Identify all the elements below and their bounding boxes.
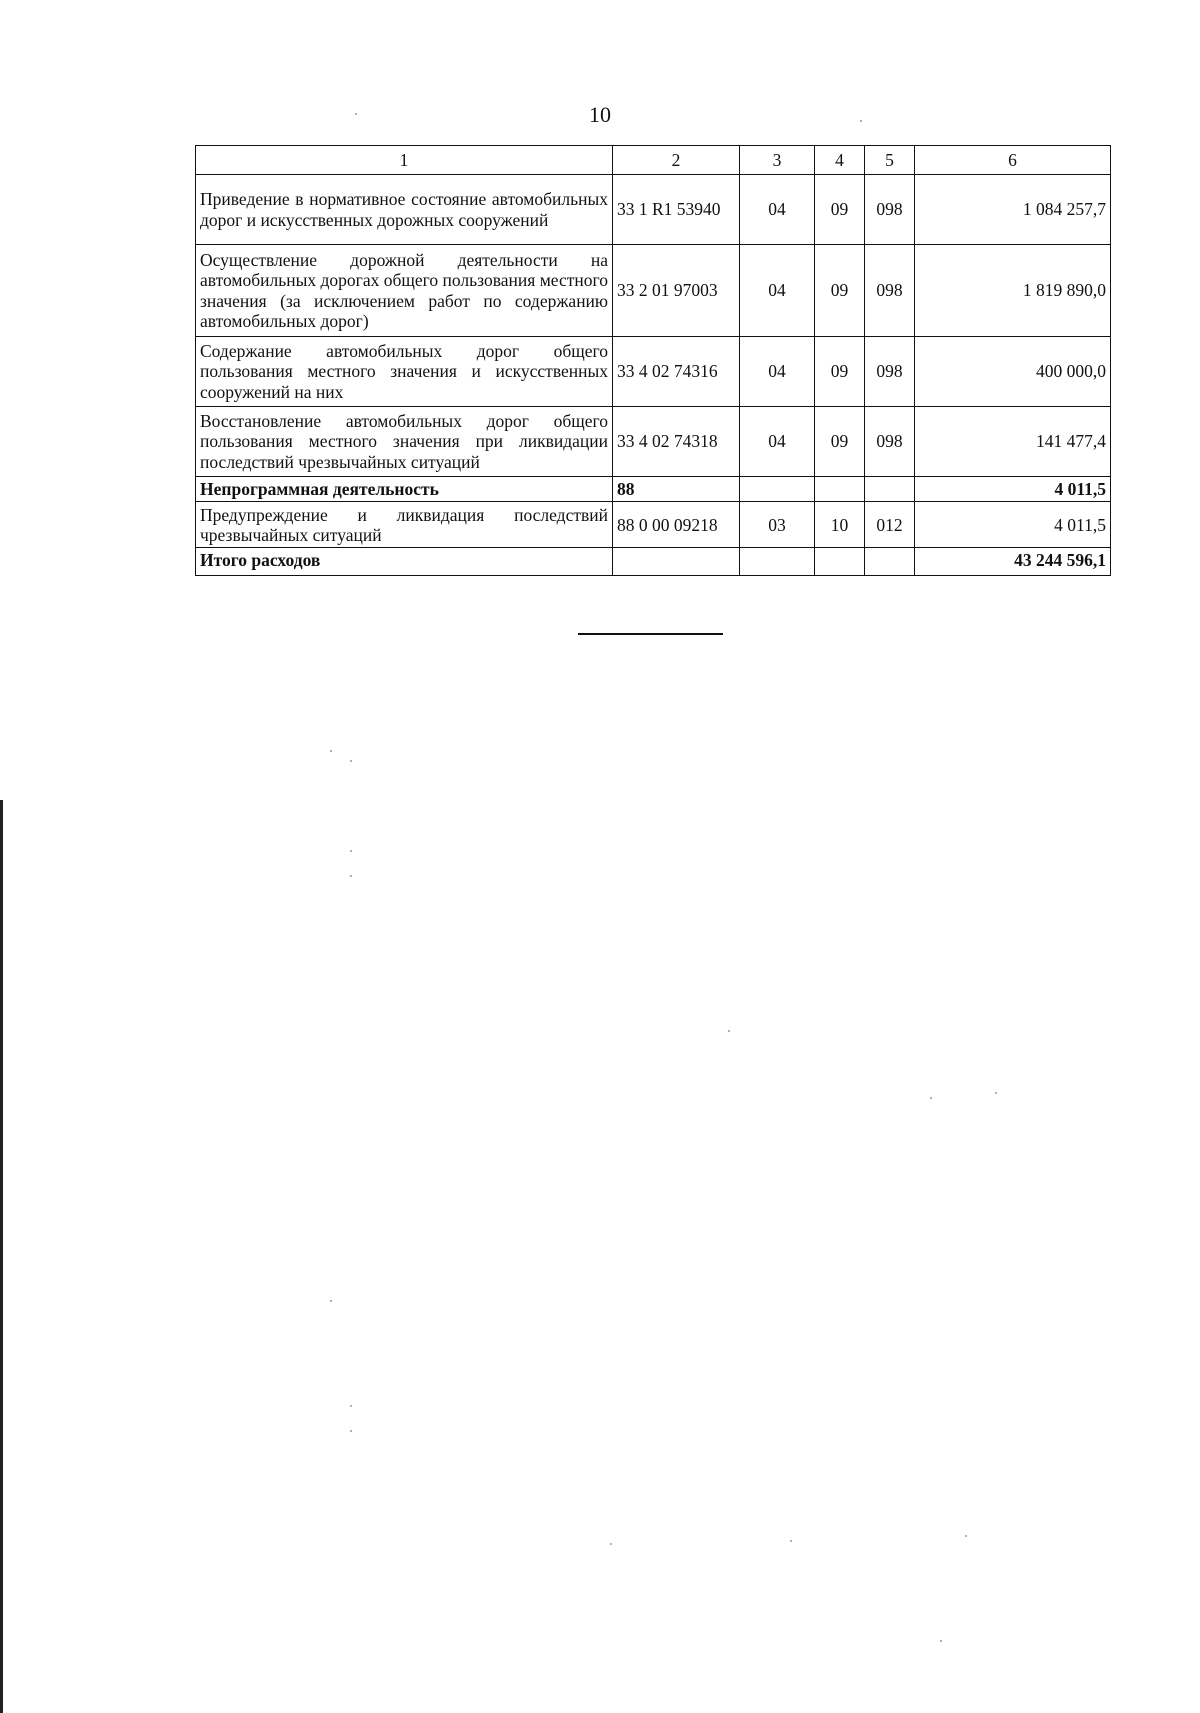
column-header-5: 5	[865, 146, 915, 175]
column-header-1: 1	[196, 146, 613, 175]
row-subsection: 10	[815, 502, 865, 548]
row-subsection	[815, 548, 865, 576]
row-section: 04	[740, 407, 815, 477]
row-name: Итого расходов	[196, 548, 613, 576]
row-amount: 1 084 257,7	[915, 175, 1111, 245]
end-of-document-rule	[578, 633, 723, 635]
table-row	[196, 502, 1111, 548]
table-row	[196, 337, 1111, 407]
row-section: 03	[740, 502, 815, 548]
row-expense-type	[865, 548, 915, 576]
row-section: 04	[740, 245, 815, 337]
row-amount: 4 011,5	[915, 502, 1111, 548]
row-amount: 400 000,0	[915, 337, 1111, 407]
row-code: 33 1 R1 53940	[613, 175, 740, 245]
table-row	[196, 175, 1111, 245]
row-expense-type: 098	[865, 175, 915, 245]
table-row-subtotal	[196, 477, 1111, 502]
table-row	[196, 245, 1111, 337]
row-section	[740, 477, 815, 502]
scan-edge-shadow	[0, 800, 3, 1713]
row-code	[613, 548, 740, 576]
expenditure-table	[195, 145, 1111, 576]
row-code: 88	[613, 477, 740, 502]
row-code: 88 0 00 09218	[613, 502, 740, 548]
table-header-row	[196, 146, 1111, 175]
row-subsection: 09	[815, 175, 865, 245]
column-header-4: 4	[815, 146, 865, 175]
row-code: 33 4 02 74318	[613, 407, 740, 477]
row-name: Непрограммная деятельность	[196, 477, 613, 502]
row-name: Предупреждение и ликвидация последствий чрезвычайных ситуаций	[196, 502, 613, 548]
row-expense-type: 098	[865, 245, 915, 337]
row-expense-type: 098	[865, 407, 915, 477]
row-code: 33 2 01 97003	[613, 245, 740, 337]
row-amount: 1 819 890,0	[915, 245, 1111, 337]
row-name: Восстановление автомобильных дорог общего пользования местного значения при ликвидации последствий чрезвычайных ситуаций	[196, 407, 613, 477]
row-amount: 141 477,4	[915, 407, 1111, 477]
row-expense-type: 012	[865, 502, 915, 548]
row-section: 04	[740, 337, 815, 407]
row-expense-type	[865, 477, 915, 502]
row-code: 33 4 02 74316	[613, 337, 740, 407]
row-name: Приведение в нормативное состояние автомобильных дорог и искусственных дорожных сооружений	[196, 175, 613, 245]
column-header-6: 6	[915, 146, 1111, 175]
row-subsection: 09	[815, 337, 865, 407]
table-row	[196, 407, 1111, 477]
row-amount: 4 011,5	[915, 477, 1111, 502]
row-section: 04	[740, 175, 815, 245]
table-row-total	[196, 548, 1111, 576]
column-header-3: 3	[740, 146, 815, 175]
row-subsection: 09	[815, 407, 865, 477]
row-name: Содержание автомобильных дорог общего пользования местного значения и искусственных сооружений на них	[196, 337, 613, 407]
page-number: 10	[589, 102, 611, 127]
row-name: Осуществление дорожной деятельности на автомобильных дорогах общего пользования местного значения (за исключением работ по содержанию автомобильных дорог)	[196, 245, 613, 337]
column-header-2: 2	[613, 146, 740, 175]
row-subsection: 09	[815, 245, 865, 337]
row-section	[740, 548, 815, 576]
row-subsection	[815, 477, 865, 502]
row-expense-type: 098	[865, 337, 915, 407]
row-amount: 43 244 596,1	[915, 548, 1111, 576]
